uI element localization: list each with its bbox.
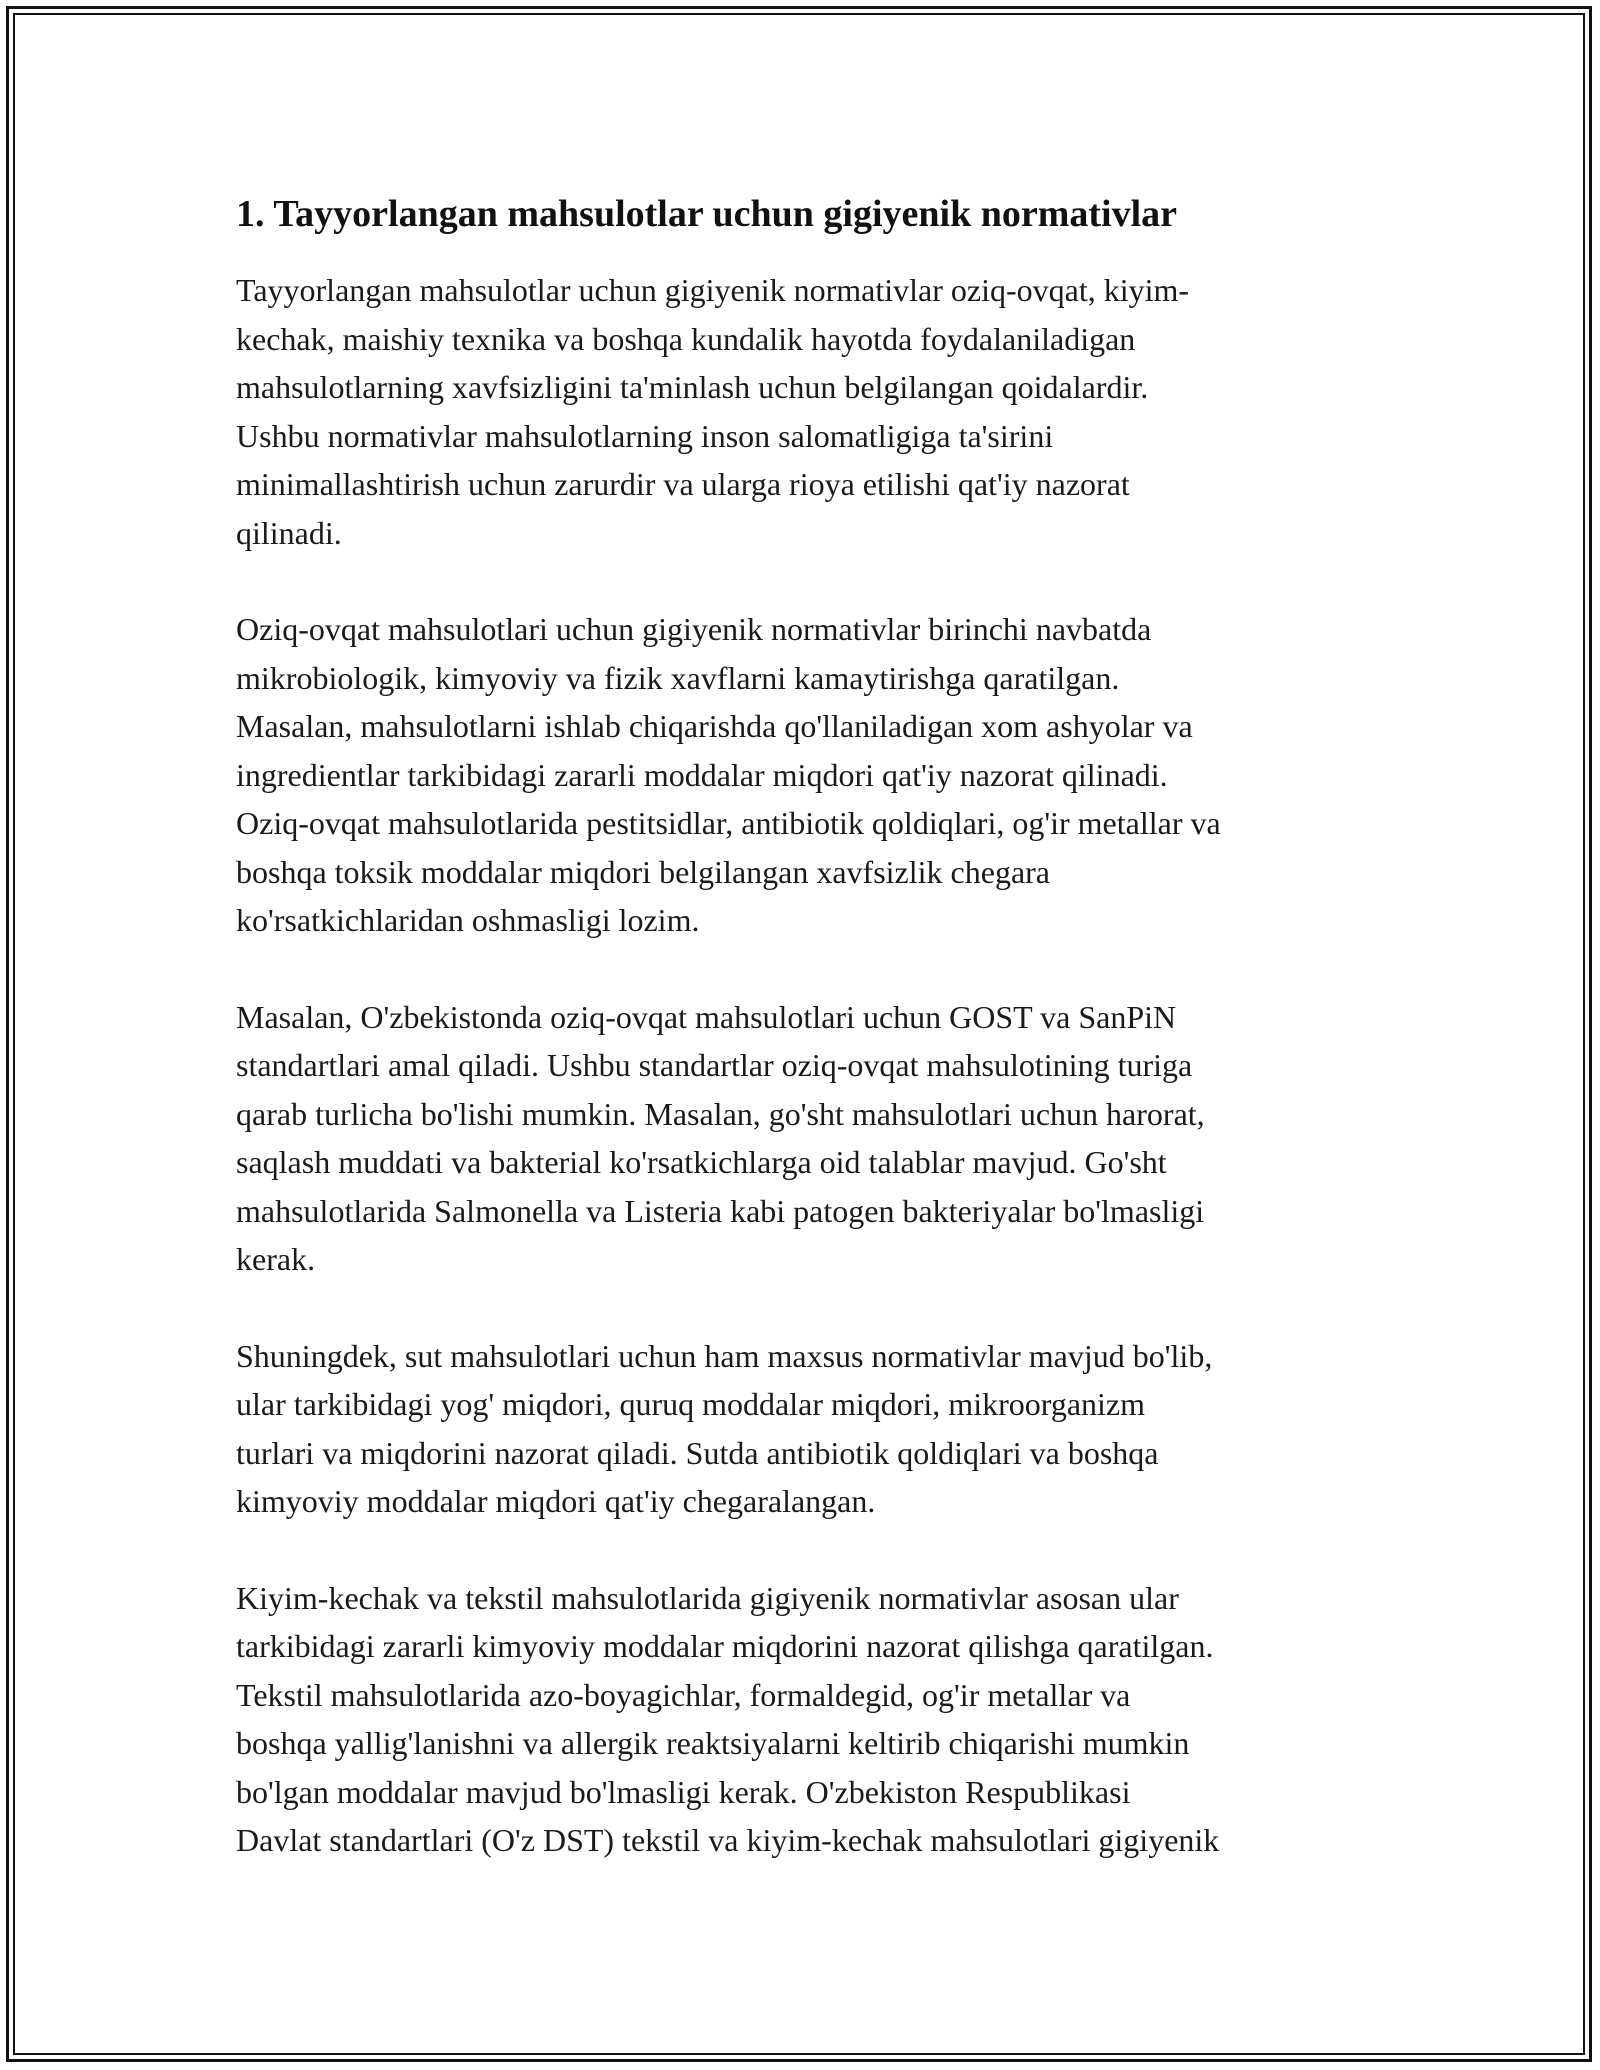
text-line: Ushbu normativlar mahsulotlarning inson salomatligiga ta'sirini bbox=[236, 417, 1054, 454]
text-line: mahsulotlarning xavfsizligini ta'minlash uchun belgilangan qoidalardir. bbox=[236, 369, 1149, 405]
text-line: tarkibidagi zararli kimyoviy moddalar miqdorini nazorat qilishga qaratilgan. bbox=[236, 1628, 1214, 1664]
text-line: saqlash muddati va bakterial ko'rsatkichlarga oid talablar mavjud. Go'sht bbox=[236, 1144, 1167, 1180]
text-line: ko'rsatkichlaridan oshmasligi lozim. bbox=[236, 902, 700, 938]
text-line: Shuningdek, sut mahsulotlari uchun ham maxsus normativlar mavjud bo'lib, bbox=[236, 1337, 1213, 1374]
paragraph-2 bbox=[236, 605, 1376, 945]
text-line: bo'lgan moddalar mavjud bo'lmasligi kerak. O'zbekiston Respublikasi bbox=[236, 1773, 1131, 1810]
text-line: kechak, maishiy texnika va boshqa kundalik hayotda foydalaniladigan bbox=[236, 320, 1136, 357]
text-line: kerak. bbox=[236, 1241, 316, 1277]
text-line: boshqa toksik moddalar miqdori belgilangan xavfsizlik chegara bbox=[236, 853, 1050, 890]
section-title: 1. Tayyorlangan mahsulotlar uchun gigiyenik normativlar bbox=[236, 193, 1178, 235]
text-line: ingredientlar tarkibidagi zararli moddalar miqdori qat'iy nazorat qilinadi. bbox=[236, 756, 1168, 793]
text-line: ular tarkibidagi yog' miqdori, quruq moddalar miqdori, mikroorganizm bbox=[236, 1386, 1145, 1422]
text-line: boshqa yallig'lanishni va allergik reaktsiyalarni keltirib chiqarishi mumkin bbox=[236, 1725, 1190, 1761]
paragraph-1 bbox=[236, 266, 1376, 557]
text-line: Tayyorlangan mahsulotlar uchun gigiyenik normativlar oziq-ovqat, kiyim- bbox=[236, 272, 1190, 308]
text-line: qarab turlicha bo'lishi mumkin. Masalan, go'sht mahsulotlari uchun harorat, bbox=[236, 1095, 1205, 1132]
text-line: Oziq-ovqat mahsulotlari uchun gigiyenik normativlar birinchi navbatda bbox=[236, 611, 1152, 647]
paragraph-5 bbox=[236, 1574, 1376, 1865]
text-line: mikrobiologik, kimyoviy va fizik xavflarni kamaytirishga qaratilgan. bbox=[236, 659, 1120, 696]
text-line: Kiyim-kechak va tekstil mahsulotlarida gigiyenik normativlar asosan ular bbox=[236, 1579, 1179, 1616]
text-line: kimyoviy moddalar miqdori qat'iy chegaralangan. bbox=[236, 1483, 876, 1519]
text-line: qilinadi. bbox=[236, 514, 342, 551]
paragraph-4 bbox=[236, 1332, 1376, 1526]
text-line: standartlari amal qiladi. Ushbu standartlar oziq-ovqat mahsulotining turiga bbox=[236, 1047, 1193, 1083]
text-line: Masalan, mahsulotlarni ishlab chiqarishda qo'llaniladigan xom ashyolar va bbox=[236, 708, 1193, 744]
text-line: Tekstil mahsulotlarida azo-boyagichlar, formaldegid, og'ir metallar va bbox=[236, 1676, 1131, 1713]
text-line: mahsulotlarida Salmonella va Listeria kabi patogen bakteriyalar bo'lmasligi bbox=[236, 1192, 1205, 1229]
text-line: turlari va miqdorini nazorat qiladi. Sutda antibiotik qoldiqlari va boshqa bbox=[236, 1434, 1159, 1471]
paragraph-3 bbox=[236, 993, 1376, 1284]
text-line: Masalan, O'zbekistonda oziq-ovqat mahsulotlari uchun GOST va SanPiN bbox=[236, 998, 1177, 1035]
document-body bbox=[236, 190, 1376, 1913]
text-line: minimallashtirish uchun zarurdir va ularga rioya etilishi qat'iy nazorat bbox=[236, 466, 1130, 502]
text-line: Davlat standartlari (O'z DST) tekstil va kiyim-kechak mahsulotlari gigiyenik bbox=[236, 1822, 1220, 1858]
text-line: Oziq-ovqat mahsulotlarida pestitsidlar, antibiotik qoldiqlari, og'ir metallar va bbox=[236, 805, 1221, 841]
